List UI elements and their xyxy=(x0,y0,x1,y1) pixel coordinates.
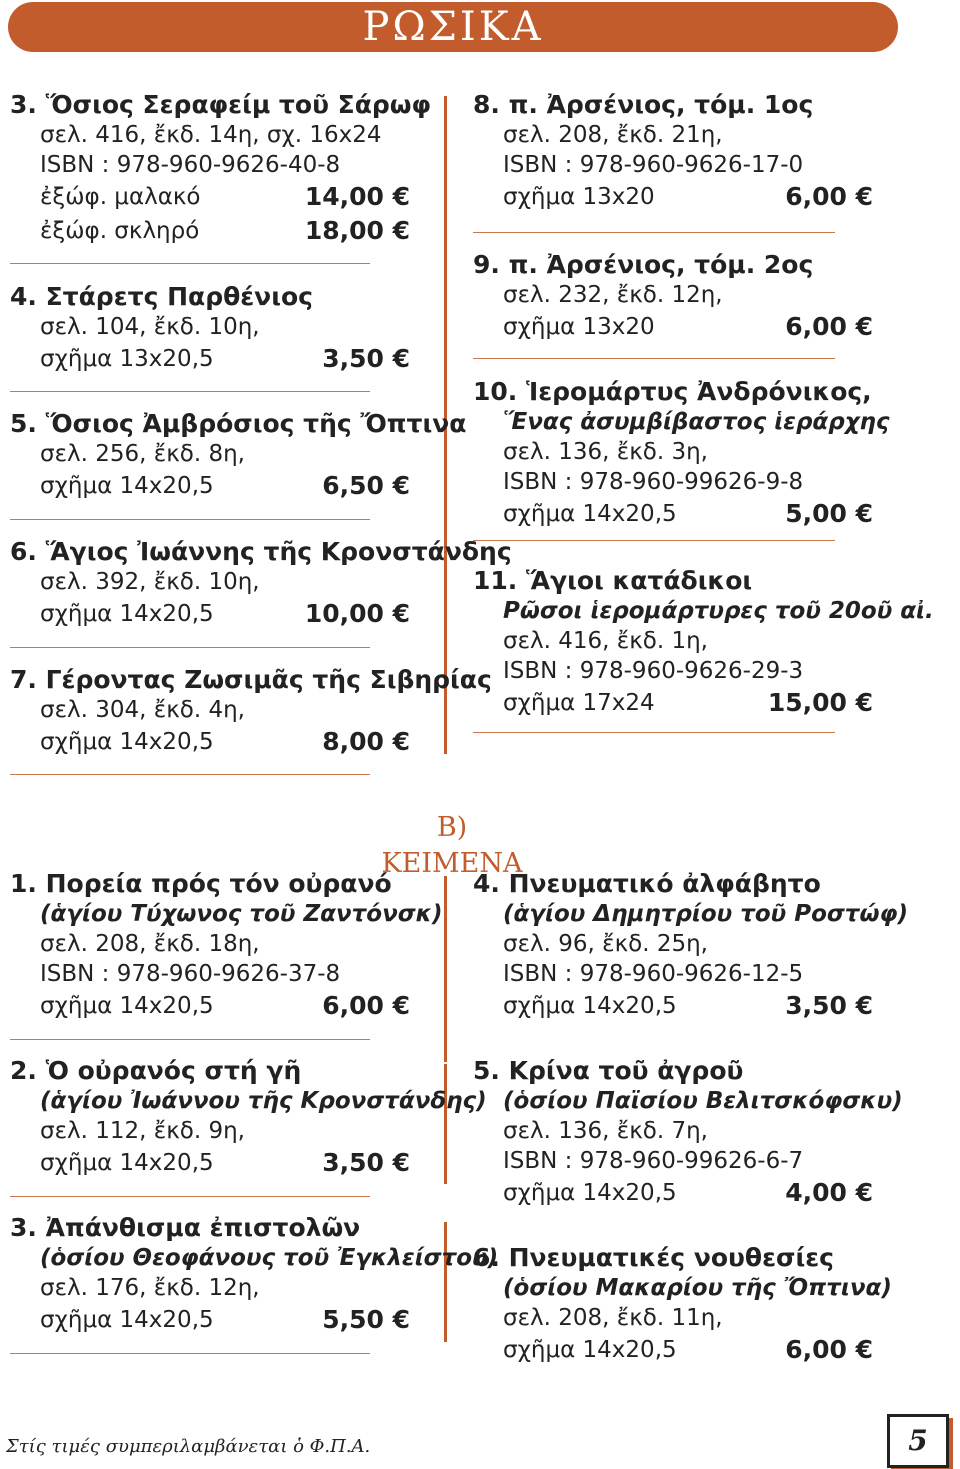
book-detail: ISBN : 978-960-9626-40-8 xyxy=(40,152,341,178)
entry-separator xyxy=(10,1039,370,1040)
book-subtitle: (ὁσίου Θεοφάνους τοῦ Ἐγκλείστου) xyxy=(40,1245,499,1271)
book-detail: σελ. 304, ἔκδ. 4η, xyxy=(40,697,245,723)
column-divider xyxy=(444,1222,447,1342)
book-detail: ISBN : 978-960-99626-6-7 xyxy=(503,1148,804,1174)
price-row xyxy=(10,1303,410,1337)
book-title: 9. π. Ἀρσένιος, τόμ. 2ος xyxy=(473,250,814,279)
price-value: 14,00 € xyxy=(304,182,410,211)
entry-separator xyxy=(10,1196,370,1197)
entry-separator xyxy=(10,774,370,775)
page-title: ΡΩΣΙΚΑ xyxy=(362,4,544,50)
book-detail: σελ. 416, ἔκδ. 14η, σχ. 16x24 xyxy=(40,122,382,148)
book-entry xyxy=(10,869,443,1023)
price-value: 3,50 € xyxy=(322,344,410,373)
price-row xyxy=(473,686,873,720)
book-subtitle: Ρῶσοι ἱερομάρτυρες τοῦ 20οῦ αἰ. xyxy=(503,598,934,624)
price-value: 6,50 € xyxy=(322,471,410,500)
column-divider xyxy=(444,1064,447,1184)
footer-note: Στίς τιμές συμπεριλαμβάνεται ὁ Φ.Π.Α. xyxy=(6,1436,371,1457)
book-entry xyxy=(473,377,890,531)
book-entry xyxy=(473,566,934,720)
book-subtitle: (ὁσίου Μακαρίου τῆς Ὄπτινα) xyxy=(503,1275,892,1301)
page-number: 5 xyxy=(887,1414,949,1468)
book-entry xyxy=(473,1056,903,1210)
price-value: 5,00 € xyxy=(785,499,873,528)
price-value: 6,00 € xyxy=(785,1335,873,1364)
format-label: σχῆμα 13x20 xyxy=(503,184,655,210)
price-value: 15,00 € xyxy=(767,688,873,717)
book-detail: σελ. 96, ἔκδ. 25η, xyxy=(503,931,708,957)
entry-separator xyxy=(473,540,835,541)
book-detail: ISBN : 978-960-9626-29-3 xyxy=(503,658,804,684)
price-row xyxy=(473,1333,873,1367)
price-row xyxy=(10,214,410,248)
book-subtitle: Ἕνας ἀσυμβίβαστος ἱεράρχης xyxy=(503,409,890,435)
book-entry xyxy=(473,1243,892,1367)
book-title: 3. Ἀπάνθισμα ἐπιστολῶν xyxy=(10,1213,361,1242)
book-entry xyxy=(10,537,512,631)
header-banner xyxy=(8,2,898,52)
format-label: σχῆμα 14x20,5 xyxy=(503,1180,677,1206)
book-title: 6. Πνευματικές νουθεσίες xyxy=(473,1243,834,1272)
price-row xyxy=(473,180,873,214)
format-label: σχῆμα 14x20,5 xyxy=(40,729,214,755)
book-detail: ISBN : 978-960-99626-9-8 xyxy=(503,469,804,495)
price-value: 8,00 € xyxy=(322,727,410,756)
entry-separator xyxy=(473,232,835,233)
format-label: σχῆμα 14x20,5 xyxy=(40,1307,214,1333)
price-row xyxy=(473,989,873,1023)
book-detail: σελ. 208, ἔκδ. 21η, xyxy=(503,122,723,148)
price-row xyxy=(473,310,873,344)
format-label: σχῆμα 14x20,5 xyxy=(40,601,214,627)
entry-separator xyxy=(10,391,370,392)
format-label: σχῆμα 14x20,5 xyxy=(40,993,214,1019)
book-title: 10. Ἱερομάρτυς Ἀνδρόνικος, xyxy=(473,377,872,406)
book-entry xyxy=(473,869,908,1023)
book-entry xyxy=(10,665,492,759)
price-value: 10,00 € xyxy=(304,599,410,628)
book-detail: σελ. 208, ἔκδ. 18η, xyxy=(40,931,260,957)
book-detail: σελ. 392, ἔκδ. 10η, xyxy=(40,569,260,595)
book-entry xyxy=(10,282,410,376)
book-detail: σελ. 112, ἔκδ. 9η, xyxy=(40,1118,245,1144)
price-row xyxy=(10,725,410,759)
book-title: 4. Πνευματικό ἀλφάβητο xyxy=(473,869,821,898)
book-subtitle: (ἁγίου Δημητρίου τοῦ Ροστώφ) xyxy=(503,901,908,927)
book-detail: σελ. 104, ἔκδ. 10η, xyxy=(40,314,260,340)
price-value: 5,50 € xyxy=(322,1305,410,1334)
book-title: 8. π. Ἀρσένιος, τόμ. 1ος xyxy=(473,90,814,119)
book-detail: ISBN : 978-960-9626-12-5 xyxy=(503,961,804,987)
book-detail: σελ. 208, ἔκδ. 11η, xyxy=(503,1305,723,1331)
book-entry xyxy=(473,250,873,344)
book-entry xyxy=(473,90,873,214)
book-detail: σελ. 416, ἔκδ. 1η, xyxy=(503,628,708,654)
format-label: σχῆμα 14x20,5 xyxy=(503,501,677,527)
entry-separator xyxy=(10,647,370,648)
book-title: 2. Ὁ οὐρανός στή γῆ xyxy=(10,1056,302,1085)
price-value: 4,00 € xyxy=(785,1178,873,1207)
book-title: 1. Πορεία πρός τόν οὐρανό xyxy=(10,869,392,898)
format-label: ἐξώφ. σκληρό xyxy=(40,218,200,244)
book-subtitle: (ἁγίου Ἰωάννου τῆς Κρονστάνδης) xyxy=(40,1088,487,1114)
book-subtitle: (ἁγίου Τύχωνος τοῦ Ζαντόνσκ) xyxy=(40,901,443,927)
entry-separator xyxy=(473,358,835,359)
entry-separator xyxy=(473,732,835,733)
format-label: σχῆμα 13x20 xyxy=(503,314,655,340)
book-title: 4. Στάρετς Παρθένιος xyxy=(10,282,313,311)
book-entry xyxy=(10,409,467,503)
book-detail: ISBN : 978-960-9626-17-0 xyxy=(503,152,804,178)
format-label: ἐξώφ. μαλακό xyxy=(40,184,201,210)
book-detail: σελ. 256, ἔκδ. 8η, xyxy=(40,441,245,467)
price-value: 3,50 € xyxy=(322,1148,410,1177)
price-row xyxy=(473,1176,873,1210)
book-title: 7. Γέροντας Ζωσιμᾶς τῆς Σιβηρίας xyxy=(10,665,492,694)
column-divider xyxy=(444,876,447,1062)
book-subtitle: (ὁσίου Παϊσίου Βελιτσκόφσκυ) xyxy=(503,1088,903,1114)
price-value: 18,00 € xyxy=(304,216,410,245)
book-title: 5. Ὅσιος Ἀμβρόσιος τῆς Ὄπτινα xyxy=(10,409,467,438)
book-detail: σελ. 136, ἔκδ. 7η, xyxy=(503,1118,708,1144)
price-row xyxy=(10,180,410,214)
format-label: σχῆμα 14x20,5 xyxy=(503,993,677,1019)
entry-separator xyxy=(10,1353,370,1354)
price-value: 6,00 € xyxy=(785,182,873,211)
book-title: 11. Ἅγιοι κατάδικοι xyxy=(473,566,753,595)
book-title: 6. Ἅγιος Ἰωάννης τῆς Κρονστάνδης xyxy=(10,537,512,566)
format-label: σχῆμα 14x20,5 xyxy=(40,473,214,499)
book-title: 3. Ὅσιος Σεραφείμ τοῦ Σάρωφ xyxy=(10,90,432,119)
entry-separator xyxy=(10,263,370,264)
book-detail: ISBN : 978-960-9626-37-8 xyxy=(40,961,341,987)
book-entry xyxy=(10,1213,499,1337)
price-row xyxy=(10,989,410,1023)
book-entry xyxy=(10,1056,487,1180)
book-detail: σελ. 176, ἔκδ. 12η, xyxy=(40,1275,260,1301)
format-label: σχῆμα 14x20,5 xyxy=(40,1150,214,1176)
price-row xyxy=(10,1146,410,1180)
price-value: 6,00 € xyxy=(785,312,873,341)
section-heading: Β) ΚΕΙΜΕΝΑ xyxy=(381,812,523,879)
price-row xyxy=(10,597,410,631)
price-row xyxy=(10,469,410,503)
book-title: 5. Κρίνα τοῦ ἀγροῦ xyxy=(473,1056,744,1085)
format-label: σχῆμα 14x20,5 xyxy=(503,1337,677,1363)
book-detail: σελ. 136, ἔκδ. 3η, xyxy=(503,439,708,465)
entry-separator xyxy=(10,519,370,520)
price-value: 3,50 € xyxy=(785,991,873,1020)
format-label: σχῆμα 13x20,5 xyxy=(40,346,214,372)
book-detail: σελ. 232, ἔκδ. 12η, xyxy=(503,282,723,308)
book-entry xyxy=(10,90,432,248)
price-row xyxy=(10,342,410,376)
price-value: 6,00 € xyxy=(322,991,410,1020)
format-label: σχῆμα 17x24 xyxy=(503,690,655,716)
price-row xyxy=(473,497,873,531)
